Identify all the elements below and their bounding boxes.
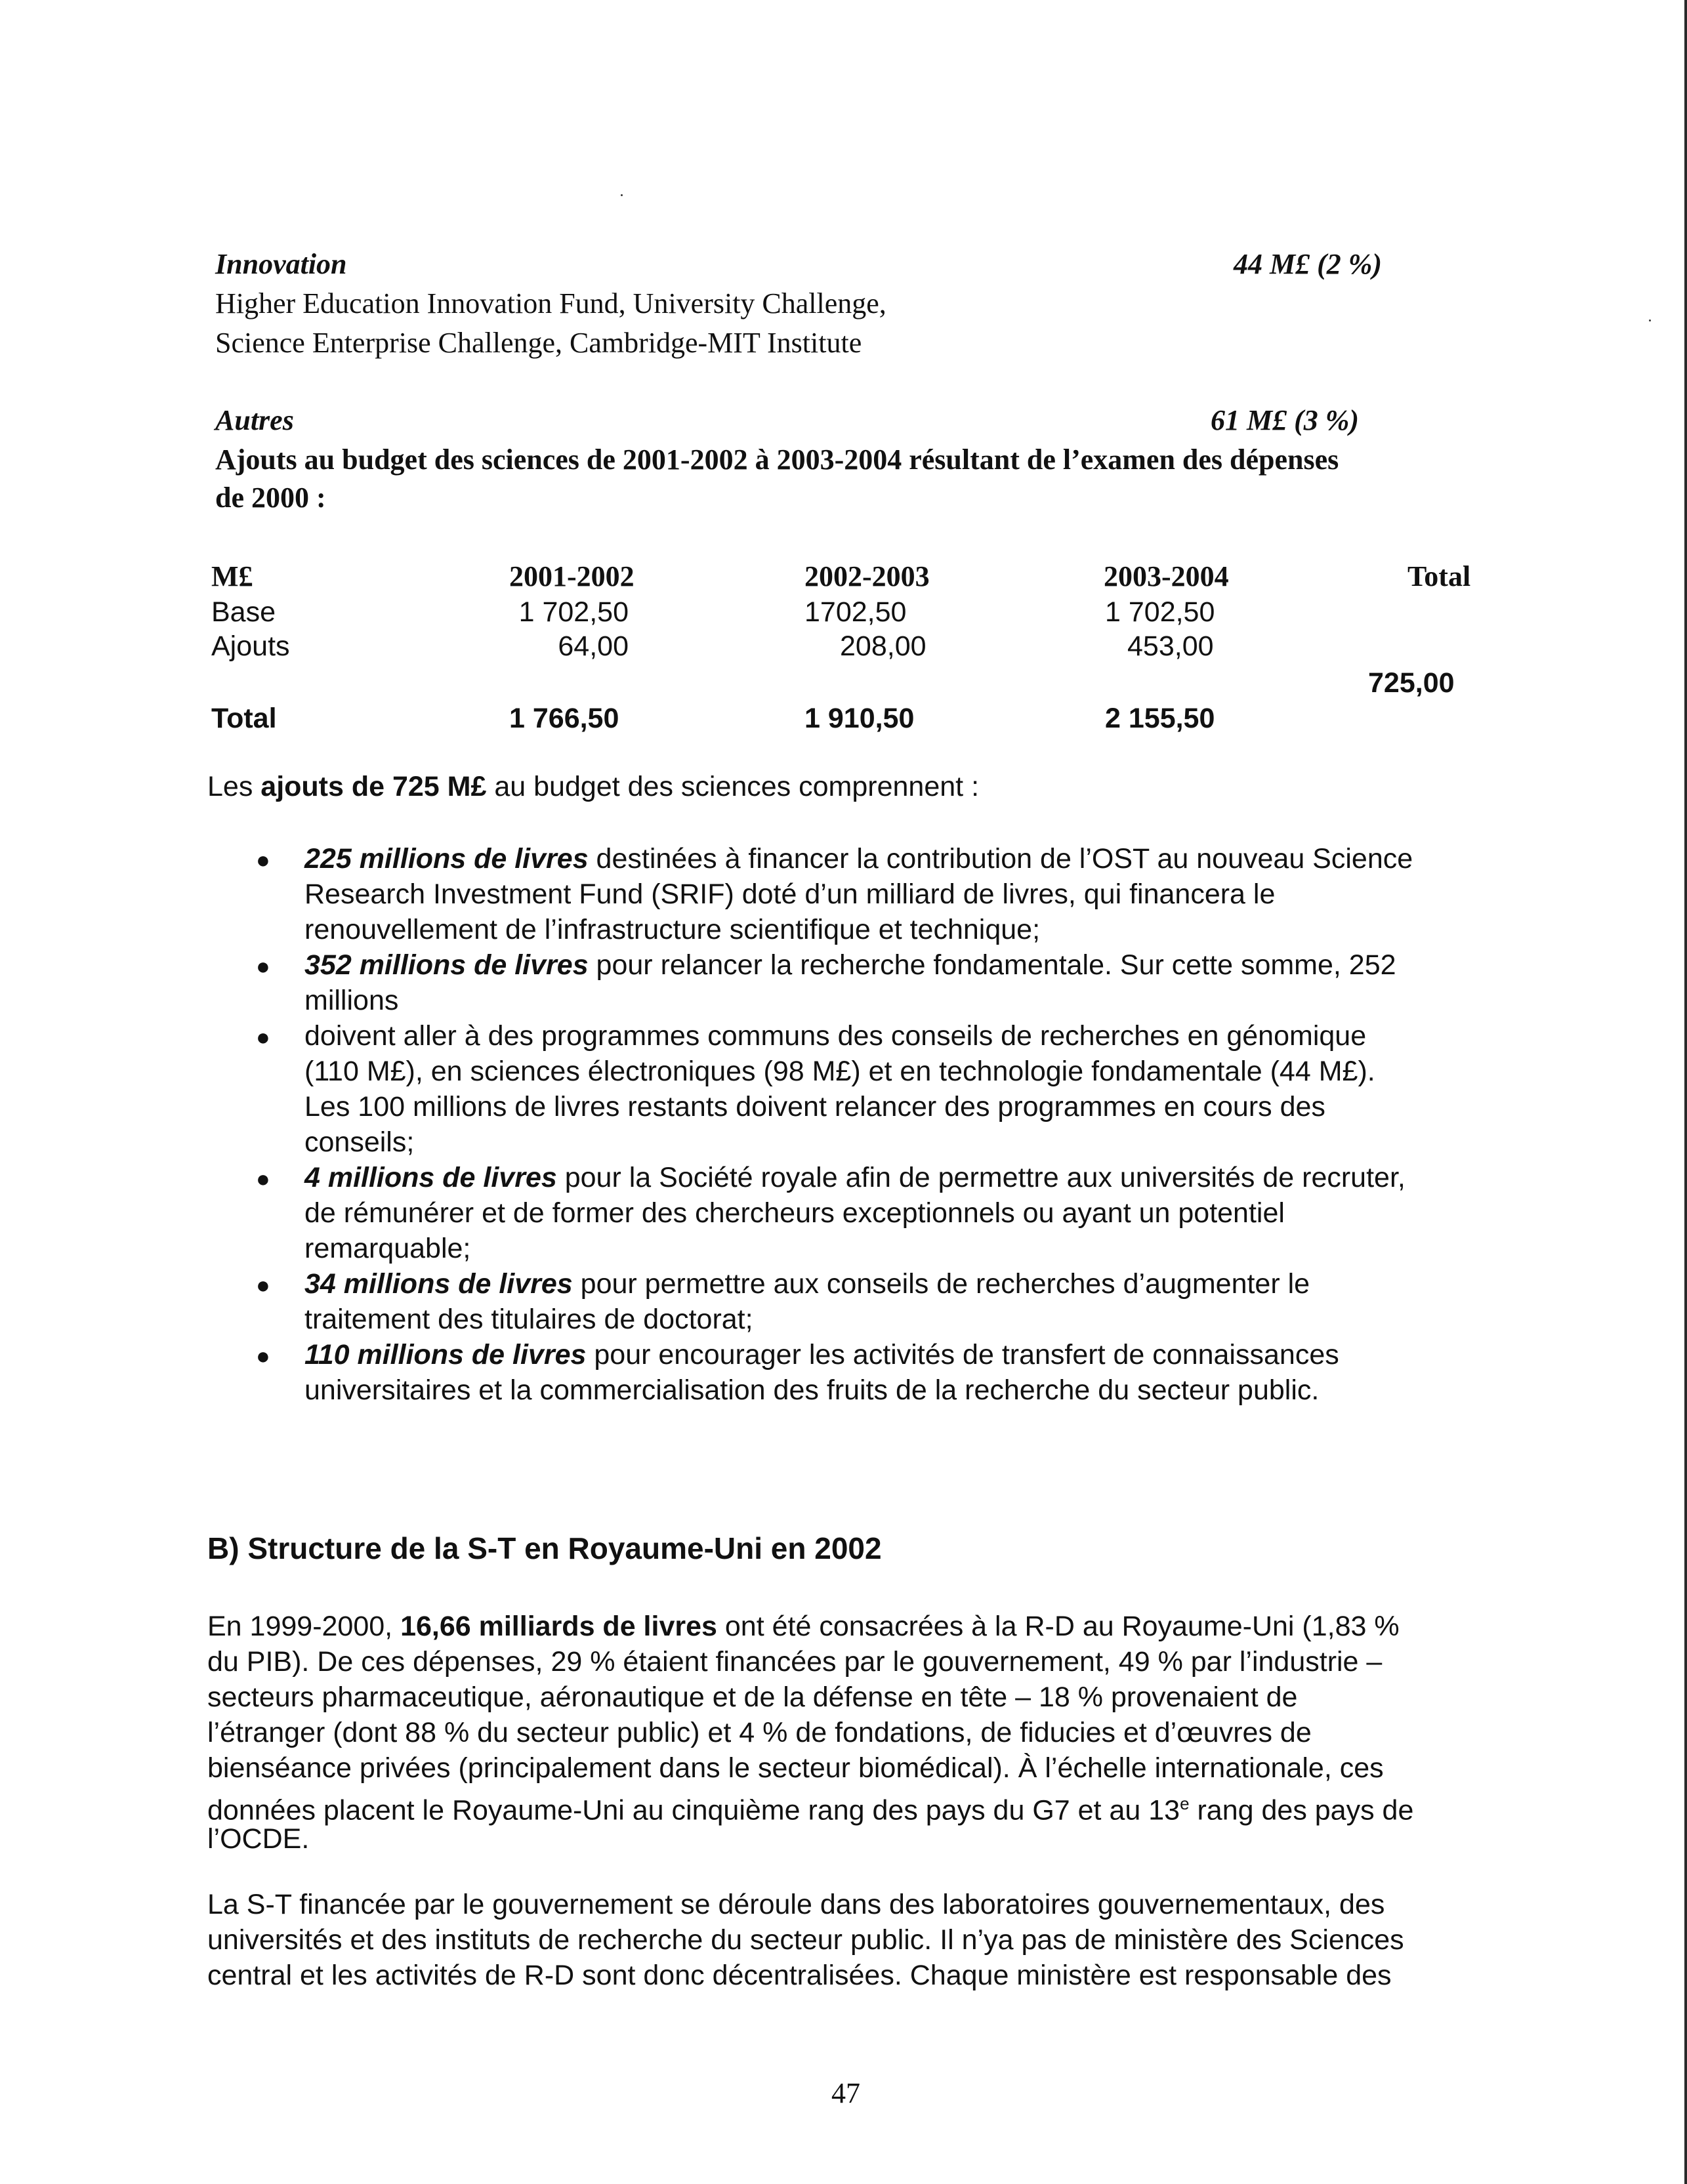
innovation-amount: 44 M£ (2 %) (1234, 248, 1383, 280)
paragraph-line: l’étranger (dont 88 % du secteur public) et 4 % de fondations, de fiducies et d’œuvres de (207, 1717, 1312, 1748)
bullet-dot: ● (256, 953, 270, 979)
table-cell: 1702,50 (804, 596, 907, 628)
bullet-text: pour la Société royale afin de permettre aux universités de recruter, (556, 1162, 1406, 1193)
table-cell: 208,00 (840, 630, 927, 662)
bullet-text: Les 100 millions de livres restants doivent relancer des programmes en cours des (304, 1091, 1325, 1123)
bullet-lead: 34 millions de livres (304, 1268, 573, 1300)
bullet-dot: ● (256, 846, 270, 873)
table-header: 2002-2003 (804, 560, 930, 592)
bullet-text: pour permettre aux conseils de recherches d’augmenter le (572, 1268, 1310, 1300)
innovation-line: Science Enterprise Challenge, Cambridge-MIT Institute (215, 327, 862, 359)
bullet-dot: ● (256, 1023, 270, 1050)
intro-line (207, 769, 979, 804)
paragraph-line: universités et des instituts de recherche du secteur public. Il n’ya pas de ministère des Sciences (207, 1924, 1404, 1956)
superscript: e (1180, 1794, 1190, 1813)
bullet-text: renouvellement de l’infrastructure scientifique et technique; (304, 914, 1041, 945)
paragraph-line (207, 1786, 1413, 1828)
bullet-dot: ● (256, 1271, 270, 1298)
bullet-text: pour encourager les activités de transfert de connaissances (586, 1339, 1339, 1370)
paragraph-line (207, 1609, 1400, 1644)
list-item (304, 1337, 1339, 1372)
bullet-dot: ● (256, 1342, 270, 1369)
bullet-text: pour relancer la recherche fondamentale. Sur cette somme, 252 (588, 949, 1396, 981)
paragraph-line: central et les activités de R-D sont donc décentralisées. Chaque ministère est responsable des (207, 1960, 1392, 1991)
paragraph-text: En 1999-2000, (207, 1611, 401, 1642)
list-item (304, 1266, 1310, 1302)
table-header: 2003-2004 (1104, 560, 1229, 592)
innovation-heading: Innovation (215, 248, 347, 280)
scan-speck (621, 194, 623, 196)
table-row-label: Ajouts (211, 630, 290, 662)
bullet-text: destinées à financer la contribution de l’OST au nouveau Science (588, 843, 1413, 875)
bullet-lead: 225 millions de livres (304, 843, 589, 875)
bullet-text: doivent aller à des programmes communs des conseils de recherches en génomique (304, 1020, 1367, 1052)
paragraph-line: secteurs pharmaceutique, aéronautique et de la défense en tête – 18 % provenaient de (207, 1681, 1298, 1713)
table-row-label: Base (211, 596, 276, 628)
table-total-cell: 1 766,50 (509, 703, 619, 734)
table-total-label: Total (211, 703, 277, 734)
bullet-text: de rémunérer et de former des chercheurs exceptionnels ou ayant un potentiel (304, 1197, 1285, 1229)
bullet-text: traitement des titulaires de doctorat; (304, 1304, 753, 1335)
table-header: Total (1407, 560, 1471, 592)
page-number: 47 (831, 2077, 860, 2109)
intro-bold: ajouts de 725 M£ (260, 771, 487, 802)
table-cell: 453,00 (1127, 630, 1214, 662)
bullet-text: (110 M£), en sciences électroniques (98 M£) et en technologie fondamentale (44 M£). (304, 1056, 1375, 1087)
bullet-dot: ● (256, 1165, 270, 1192)
paragraph-line: La S-T financée par le gouvernement se déroule dans des laboratoires gouvernementaux, des (207, 1889, 1385, 1920)
table-total-cell: 1 910,50 (804, 703, 915, 734)
bullet-text: universitaires et la commercialisation des fruits de la recherche du secteur public. (304, 1374, 1320, 1406)
bullet-text: Research Investment Fund (SRIF) doté d’un milliard de livres, qui financera le (304, 878, 1276, 910)
innovation-line: Higher Education Innovation Fund, University Challenge, (215, 287, 886, 319)
table-cell: 1 702,50 (1105, 596, 1215, 628)
intro-text: Les (207, 771, 261, 802)
table-total-cell: 2 155,50 (1105, 703, 1215, 734)
scan-speck (1649, 319, 1651, 321)
bullet-lead: 110 millions de livres (304, 1339, 587, 1370)
autres-heading: Autres (215, 404, 294, 436)
list-item (304, 841, 1413, 876)
table-header: M£ (211, 560, 253, 592)
autres-amount: 61 M£ (3 %) (1211, 404, 1360, 436)
ajouts-heading: de 2000 : (215, 482, 326, 514)
intro-text: au budget des sciences comprennent : (486, 771, 980, 802)
paragraph-line: l’OCDE. (207, 1823, 310, 1855)
bullet-lead: 352 millions de livres (304, 949, 589, 981)
bullet-text: millions (304, 985, 399, 1016)
paragraph-text: rang des pays de (1189, 1794, 1414, 1826)
table-header: 2001-2002 (509, 560, 635, 592)
ajouts-heading: Ajouts au budget des sciences de 2001-2002 à 2003-2004 résultant de l’examen des dépenses (215, 443, 1339, 476)
bullet-text: remarquable; (304, 1233, 471, 1264)
paragraph-line: du PIB). De ces dépenses, 29 % étaient financées par le gouvernement, 49 % par l’industrie – (207, 1646, 1383, 1678)
table-cell: 64,00 (558, 630, 629, 662)
section-title: B) Structure de la S-T en Royaume-Uni en 2002 (207, 1531, 882, 1565)
bullet-text: conseils; (304, 1126, 415, 1158)
paragraph-bold: 16,66 milliards de livres (400, 1611, 717, 1642)
paragraph-text: ont été consacrées à la R-D au Royaume-Uni (1,83 % (717, 1611, 1400, 1642)
paragraph-line: bienséance privées (principalement dans le secteur biomédical). À l’échelle internationale, ces (207, 1752, 1384, 1784)
bullet-lead: 4 millions de livres (304, 1162, 557, 1193)
list-item (304, 1160, 1406, 1195)
table-grand-total: 725,00 (1368, 667, 1455, 699)
table-cell: 1 702,50 (518, 596, 629, 628)
list-item (304, 947, 1396, 983)
paragraph-text: données placent le Royaume-Uni au cinquième rang des pays du G7 et au 13 (207, 1794, 1180, 1826)
scan-edge (1684, 0, 1687, 2184)
